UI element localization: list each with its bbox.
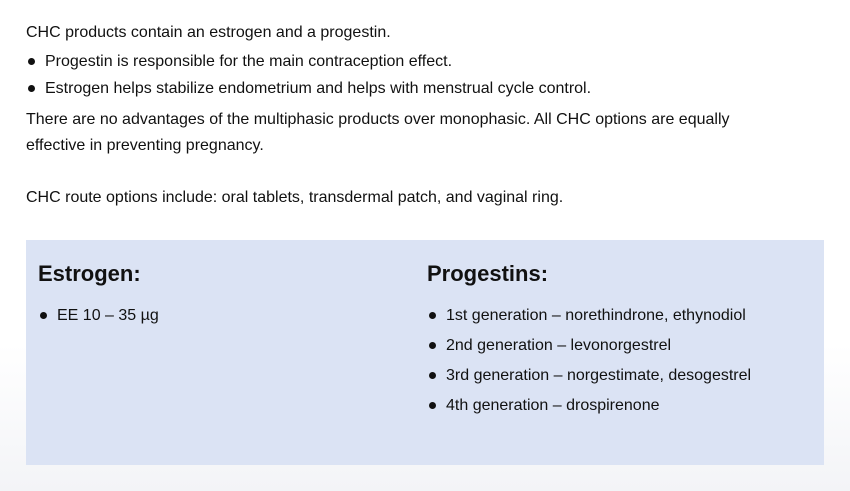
intro-text: CHC products contain an estrogen and a progestin. (26, 24, 391, 41)
hormone-components-panel (26, 240, 824, 465)
list-item (26, 51, 826, 72)
list-item (427, 396, 817, 416)
bullet-icon (28, 58, 35, 65)
list-item (26, 78, 826, 99)
main-content (26, 22, 826, 211)
progestins-list (427, 306, 817, 416)
estrogen-heading: Estrogen: (38, 261, 141, 286)
route-options-paragraph: CHC route options include: oral tablets, transdermal patch, and vaginal ring. (26, 189, 564, 206)
bullet-icon (429, 312, 436, 319)
list-item-text: 2nd generation – levonorgestrel (446, 337, 672, 354)
progestins-column (427, 260, 817, 426)
bullet-icon (429, 372, 436, 379)
list-item-text: 1st generation – norethindrone, ethynodiol (446, 307, 746, 324)
list-item (38, 306, 418, 326)
list-item-text: 3rd generation – norgestimate, desogestrel (446, 367, 752, 384)
list-item-text: 4th generation – drospirenone (446, 397, 660, 414)
bullet-icon (40, 312, 47, 319)
list-item-text: Estrogen helps stabilize endometrium and helps with menstrual cycle control. (45, 80, 592, 97)
list-item (427, 306, 817, 326)
list-item-text: Progestin is responsible for the main contraception effect. (45, 53, 453, 70)
bullet-icon (28, 85, 35, 92)
hormone-role-list (26, 51, 826, 99)
bullet-icon (429, 342, 436, 349)
equivalence-paragraph: There are no advantages of the multiphasic products over monophasic. All CHC options are equally effective in preventing pregnancy. (26, 111, 730, 154)
bullet-icon (429, 402, 436, 409)
list-item (427, 366, 817, 386)
progestins-heading: Progestins: (427, 261, 549, 286)
estrogen-column (38, 260, 418, 336)
list-item (427, 336, 817, 356)
estrogen-list (38, 306, 418, 326)
list-item-text: EE 10 – 35 µg (57, 307, 159, 324)
